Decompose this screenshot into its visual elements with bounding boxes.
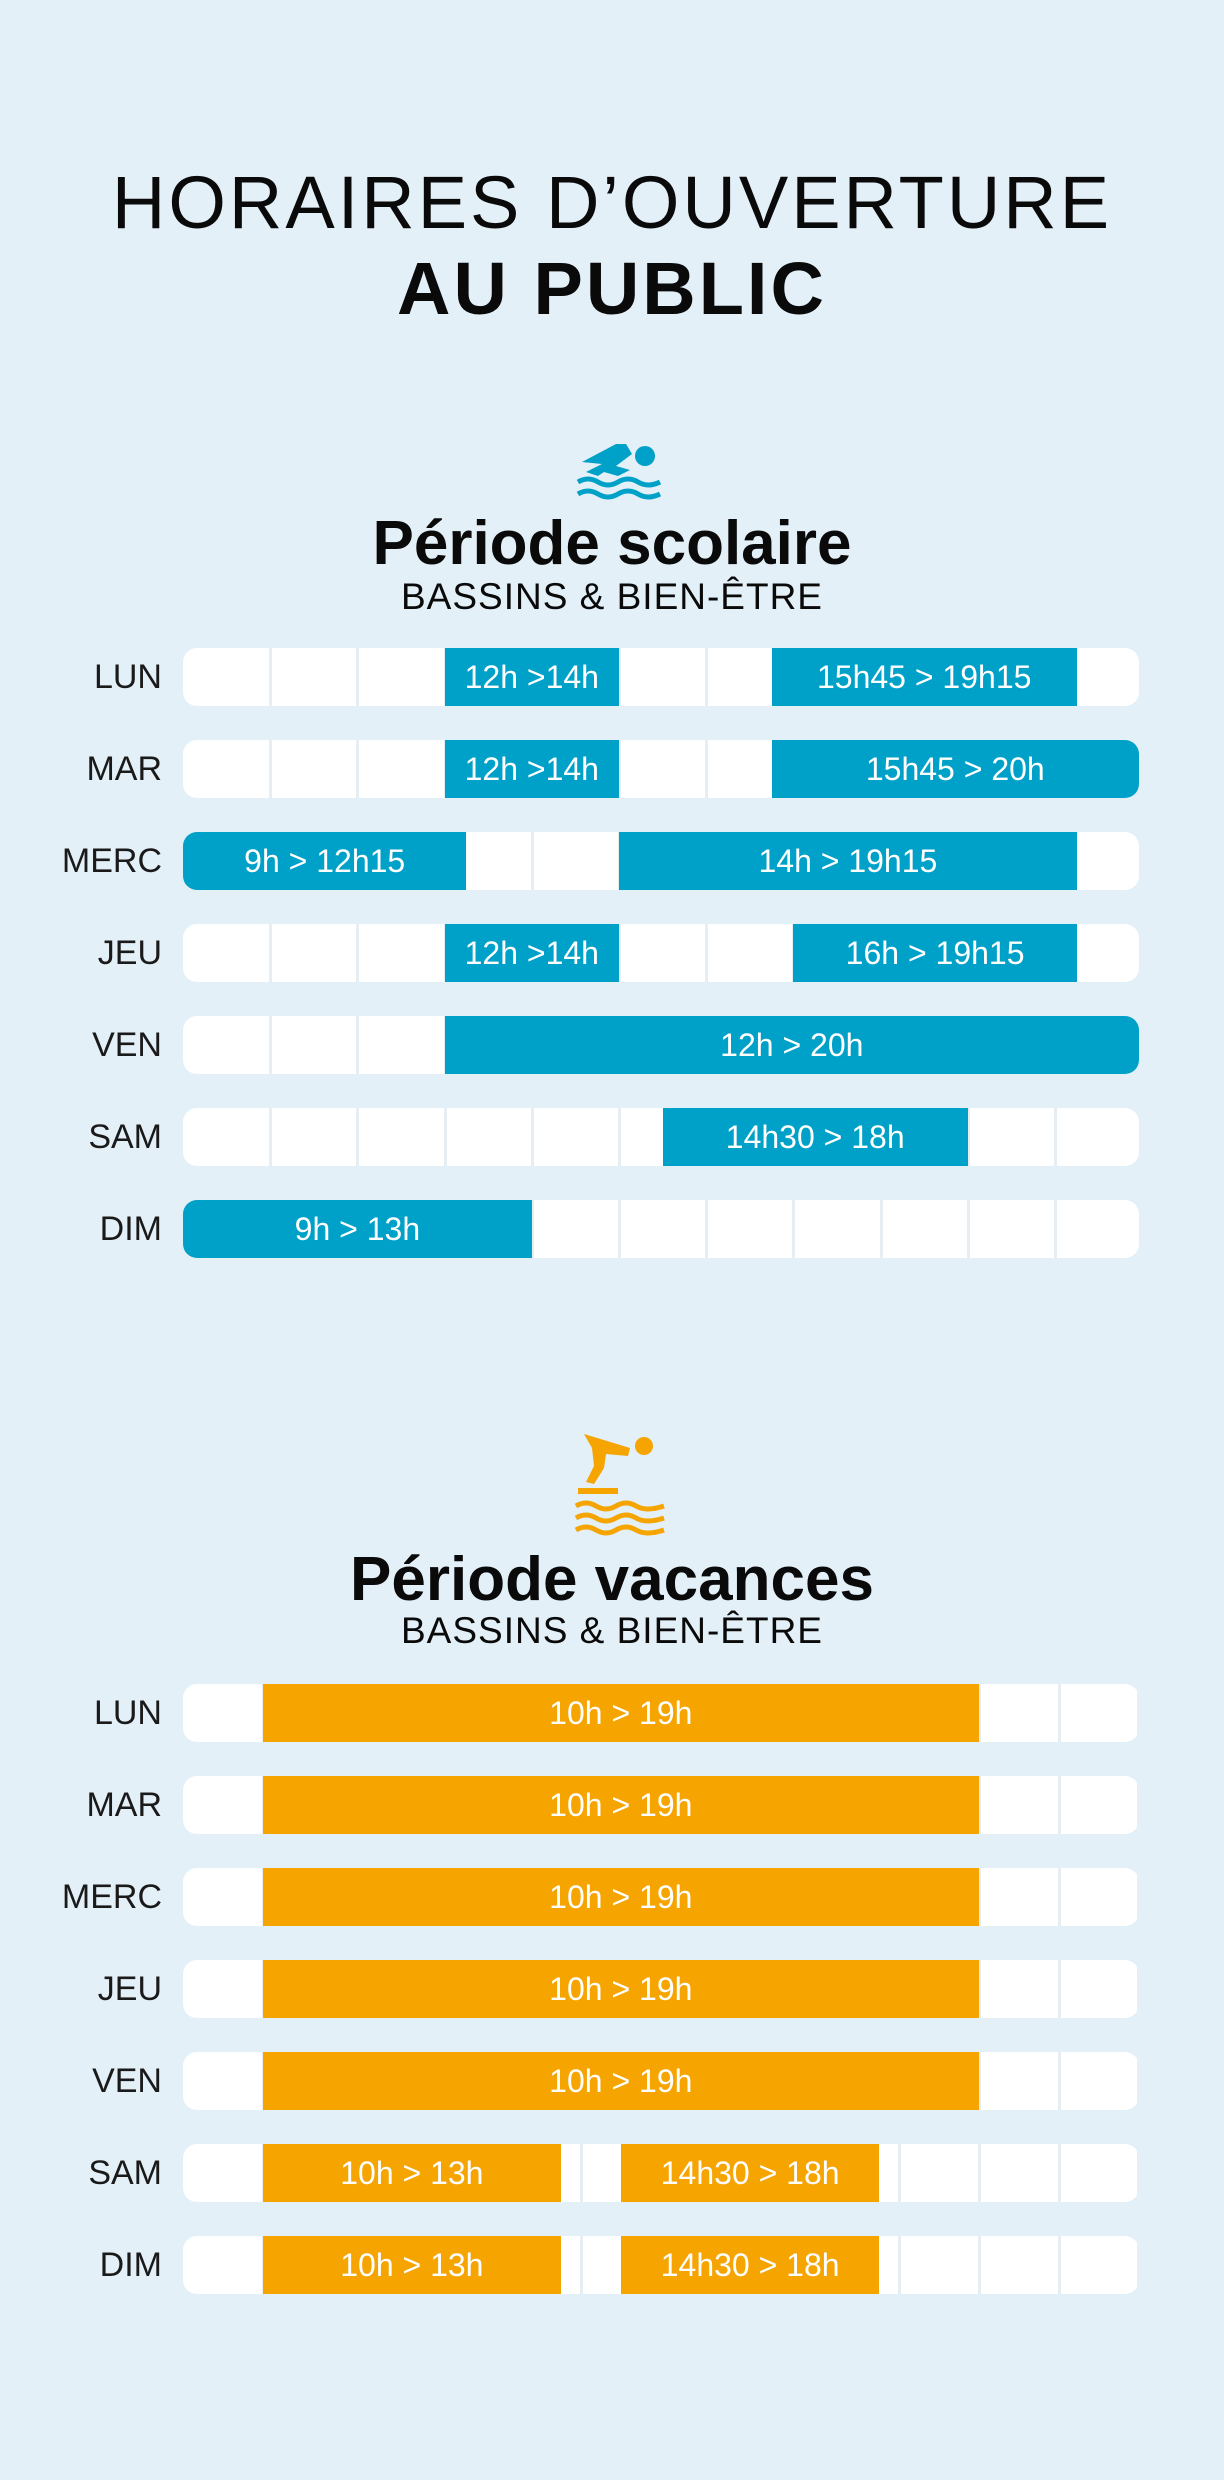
time-track [183,1200,1139,1258]
hour-divider [1058,1868,1061,1926]
time-slot-bar: 10h > 19h [263,1868,979,1926]
time-slot-bar: 10h > 19h [263,1684,979,1742]
time-slot-bar: 12h > 20h [445,1016,1139,1074]
hour-divider [444,1108,447,1166]
hour-divider [531,832,534,890]
hour-divider [705,648,708,706]
hour-divider [898,2144,901,2202]
time-track [183,1776,1139,1834]
hour-divider [618,1108,621,1166]
day-label: MAR [86,1786,162,1824]
day-label: LUN [93,658,162,696]
time-track [183,924,1139,982]
time-slot-bar: 15h45 > 20h [772,740,1139,798]
day-label: DIM [99,1210,162,1248]
time-track [183,2052,1139,2110]
time-track [183,2144,1139,2202]
hour-divider [705,924,708,982]
time-slot-bar: 12h >14h [445,648,619,706]
day-row-ven [0,1016,1224,1074]
hour-divider [967,1200,970,1258]
day-label: JEU [97,934,162,972]
time-track [183,1684,1139,1742]
day-label: MAR [86,750,162,788]
hour-divider [1058,1684,1061,1742]
day-row-lun [0,1684,1224,1742]
time-slot-bar: 14h30 > 18h [621,2236,880,2294]
time-slot-bar: 15h45 > 19h15 [772,648,1077,706]
hour-divider [1137,1776,1139,1834]
time-slot-bar: 16h > 19h15 [793,924,1076,982]
hour-divider [792,1200,795,1258]
day-label: VEN [92,1026,162,1064]
hour-divider [1137,1868,1139,1926]
time-track [183,1108,1139,1166]
title-line-1: HORAIRES D’OUVERTURE [111,161,1113,244]
hour-divider [356,924,359,982]
day-label: LUN [93,1694,162,1732]
time-track [183,1016,1139,1074]
time-slot-bar: 9h > 13h [183,1200,532,1258]
section-title: Période vacances [350,1545,874,1614]
time-slot-bar: 10h > 19h [263,2052,979,2110]
hour-divider [269,648,272,706]
diver-icon [574,1428,668,1538]
hour-divider [1058,1776,1061,1834]
time-track [183,832,1139,890]
hour-divider [1058,2052,1061,2110]
time-slot-bar: 12h >14h [445,740,619,798]
time-track [183,1960,1139,2018]
hour-divider [1058,2144,1061,2202]
hour-divider [356,1016,359,1074]
time-slot-bar: 14h > 19h15 [619,832,1077,890]
hour-divider [531,1108,534,1166]
day-row-ven [0,2052,1224,2110]
day-row-lun [0,648,1224,706]
hour-divider [356,740,359,798]
day-row-mar [0,1776,1224,1834]
time-slot-bar: 10h > 13h [263,2144,562,2202]
day-row-dim [0,2236,1224,2294]
day-label: DIM [99,2246,162,2284]
section-subtitle: BASSINS & BIEN-ÊTRE [401,1610,823,1651]
hour-divider [978,2236,981,2294]
day-label: MERC [61,1878,162,1916]
hour-divider [269,1016,272,1074]
hour-divider [978,2144,981,2202]
hour-divider [1137,1960,1139,2018]
hour-divider [705,1200,708,1258]
hour-divider [1054,1108,1057,1166]
time-track [183,648,1139,706]
day-row-jeu [0,1960,1224,2018]
hour-divider [580,2144,583,2202]
section-subtitle: BASSINS & BIEN-ÊTRE [401,576,823,617]
time-slot-bar: 9h > 12h15 [183,832,466,890]
hour-divider [880,1200,883,1258]
time-slot-bar: 10h > 19h [263,1960,979,2018]
time-slot-bar: 14h30 > 18h [621,2144,880,2202]
day-row-sam [0,2144,1224,2202]
day-label: VEN [92,2062,162,2100]
hour-divider [356,648,359,706]
section-title: Période scolaire [372,509,852,578]
day-label: MERC [61,842,162,880]
day-label: JEU [97,1970,162,2008]
hour-divider [269,924,272,982]
hour-divider [580,2236,583,2294]
time-slot-bar: 10h > 13h [263,2236,562,2294]
hour-divider [1137,2144,1139,2202]
time-slot-bar: 14h30 > 18h [663,1108,968,1166]
title-line-2: AU PUBLIC [397,247,827,330]
hour-divider [705,740,708,798]
time-track [183,740,1139,798]
hour-divider [269,1108,272,1166]
day-row-mar [0,740,1224,798]
hour-divider [1137,2236,1139,2294]
hour-divider [1058,2236,1061,2294]
day-row-dim [0,1200,1224,1258]
day-row-merc [0,832,1224,890]
day-row-jeu [0,924,1224,982]
hour-divider [356,1108,359,1166]
day-label: SAM [88,1118,162,1156]
hour-divider [1137,2052,1139,2110]
time-slot-bar: 10h > 19h [263,1776,979,1834]
hour-divider [1058,1960,1061,2018]
swimmer-icon [576,432,666,502]
time-slot-bar: 12h >14h [445,924,619,982]
day-label: SAM [88,2154,162,2192]
time-track [183,1868,1139,1926]
hour-divider [898,2236,901,2294]
hour-divider [618,1200,621,1258]
hour-divider [269,740,272,798]
hour-divider [1137,1684,1139,1742]
hour-divider [1054,1200,1057,1258]
day-row-merc [0,1868,1224,1926]
day-row-sam [0,1108,1224,1166]
time-track [183,2236,1139,2294]
